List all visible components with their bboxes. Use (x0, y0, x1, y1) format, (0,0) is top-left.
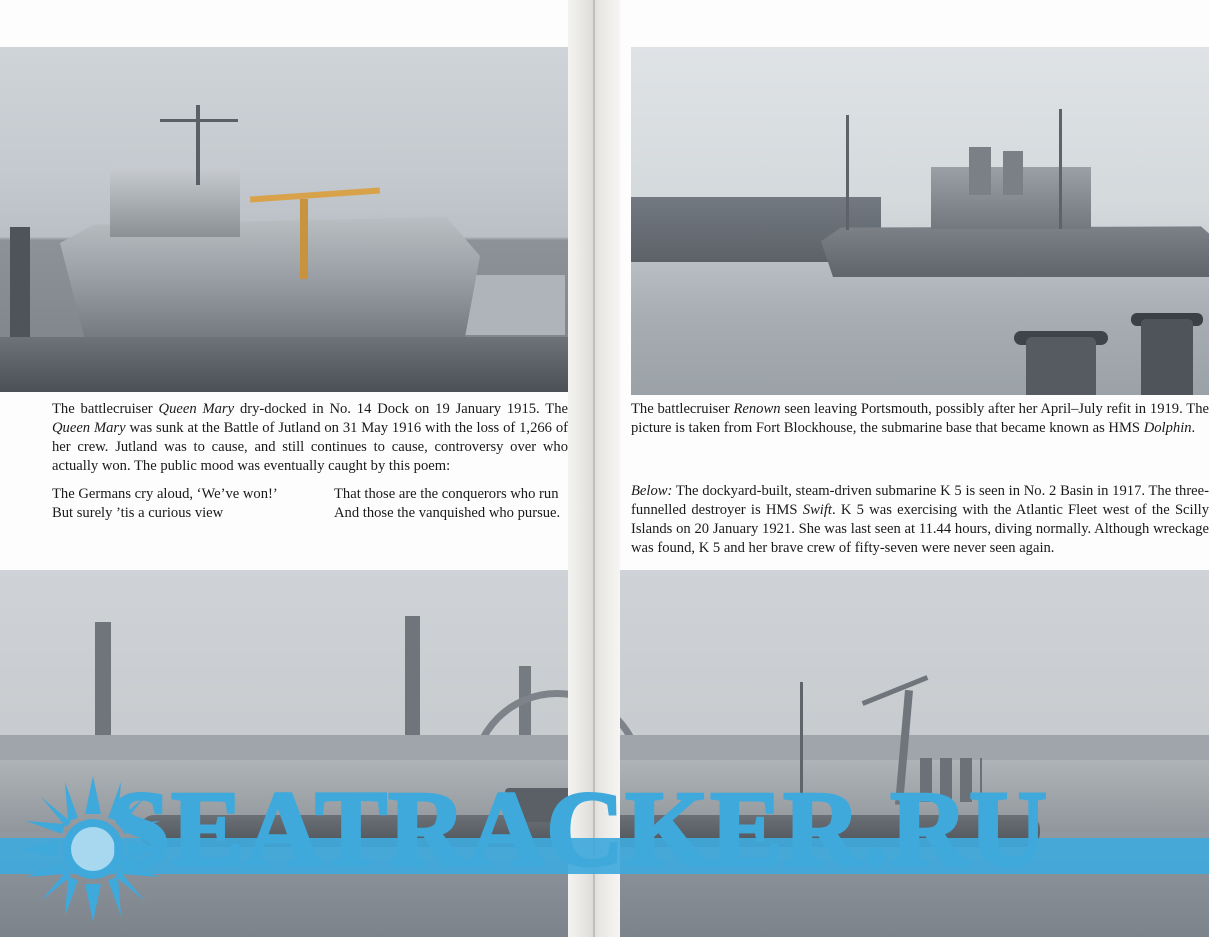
ship-funnel-aft (1003, 151, 1023, 195)
caption-text: . (1191, 419, 1196, 436)
dock-crane-tower (300, 199, 308, 279)
caption-italic-ship-name: Renown (733, 401, 781, 417)
ship-mast (196, 105, 200, 185)
poem-block (52, 485, 568, 524)
caption-text: The dockyard-built, steam-driven submarine K 5 is seen in No. 2 Basin in 1917. The three-funnelled destroyer is HMS (631, 483, 1209, 518)
caption-lead-in: Below: (631, 483, 673, 499)
caption-text: The battlecruiser (52, 401, 159, 417)
caption-italic-ship-name: Queen Mary (52, 419, 126, 436)
caption-k5 (631, 482, 1209, 558)
caption-text: dry-docked in No. 14 Dock on 19 January 1915. The (234, 401, 568, 417)
caption-text: seen leaving Portsmouth, possibly after her April–July refit in 1919. The picture is taken from Fort Blockhouse, the submarine base that became known as HMS (631, 401, 1209, 436)
caption-italic-ship-name: Dolphin (1143, 419, 1192, 436)
dry-dock-floor (0, 337, 568, 392)
caption-text: . K 5 was exercising with the Atlantic Fleet west of the Scilly Islands on 20 January 1921. She was last seen at 11.44 hours, diving normally. Although wreckage was found, K 5 and her brave crew of fifty-seven were never seen again. (631, 501, 1209, 556)
caption-renown (631, 400, 1209, 438)
destroyer-funnels (920, 758, 982, 802)
photo-renown (631, 47, 1209, 395)
poem-column-left (52, 485, 286, 524)
mooring-buoy (1026, 337, 1096, 395)
caption-italic-ship-name: Swift (802, 501, 832, 518)
ship-yardarm (160, 119, 238, 122)
photo-queen-mary (0, 47, 568, 392)
caption-text: was sunk at the Battle of Jutland on 31 May 1916 with the loss of 1,266 of her crew. Jutland was to cause, and still continues to cause, controversy over who actually won. The public mood was eventually caught by this poem: (52, 419, 568, 474)
caption-italic-ship-name: Queen Mary (158, 401, 235, 417)
ship-mainmast (1059, 109, 1062, 229)
book-spine-line (593, 0, 595, 937)
ship-superstructure (110, 167, 240, 237)
poem-column-right (334, 485, 568, 524)
poem-line: But surely ’tis a curious view (52, 505, 224, 522)
mooring-buoy (1141, 319, 1193, 395)
poem-line: And those the vanquished who pursue. (334, 505, 561, 522)
ship-funnel-forward (969, 147, 991, 195)
caption-queen-mary (52, 400, 568, 476)
poem-line: That those are the conquerors who run (334, 486, 559, 502)
caption-text: The battlecruiser (631, 401, 734, 417)
destroyer-mast (800, 682, 803, 802)
ship-foremast (846, 115, 849, 230)
harbour-water (631, 262, 1209, 395)
poem-line: The Germans cry aloud, ‘We’ve won!’ (52, 486, 278, 502)
ship-hull (821, 222, 1209, 277)
submarine-conning-tower (505, 788, 575, 822)
